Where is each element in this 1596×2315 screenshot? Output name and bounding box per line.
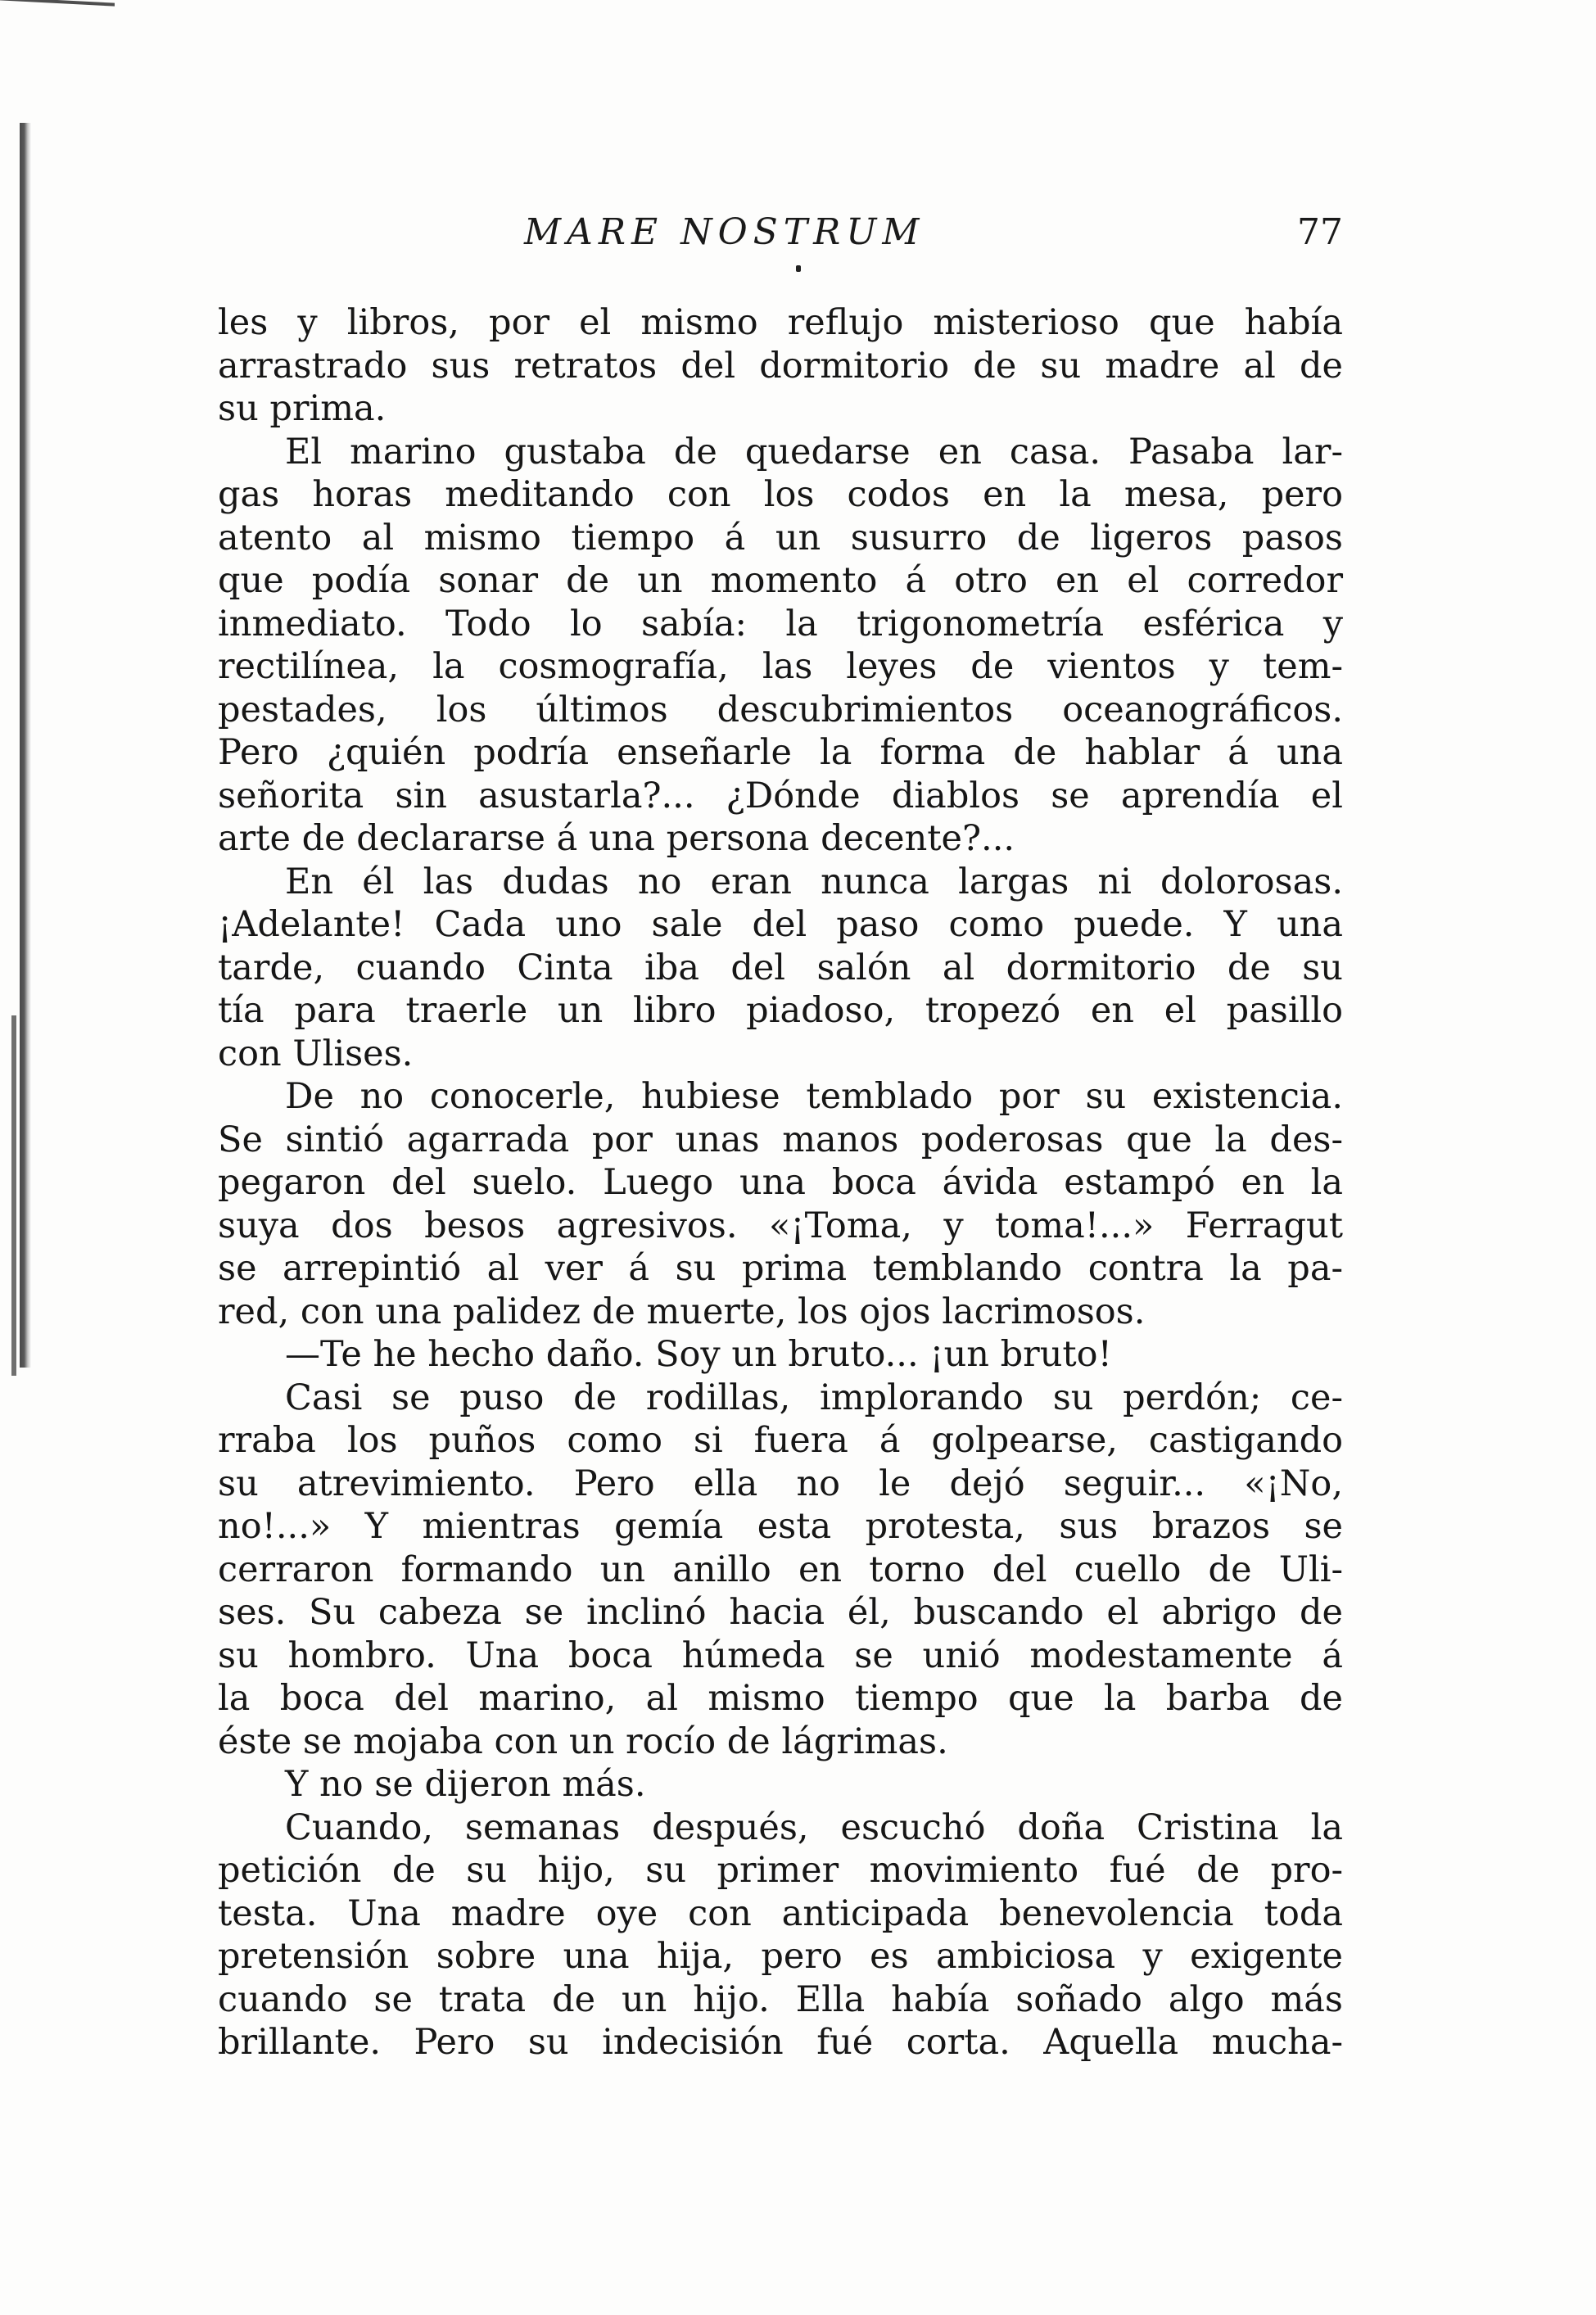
text-line: —Te he hecho daño. Soy un bruto... ¡un bruto! [285,1334,1112,1375]
text-line: pestades, los últimos descubrimientos oceanográficos. [218,689,1343,730]
paragraph [218,301,1343,431]
text-line: no!...» Y mientras gemía esta protesta, sus brazos se [218,1506,1343,1547]
text-line: brillante. Pero su indecisión fué corta. Aquella mucha- [218,2022,1343,2063]
text-line: red, con una palidez de muerte, los ojos lacrimosos. [218,1291,1146,1332]
text-line: se arrepintió al ver á su prima temblando contra la pa- [218,1248,1343,1289]
text-line: arrastrado sus retratos del dormitorio de su madre al de [218,345,1343,387]
text-line: suya dos besos agresivos. «¡Toma, y toma!...» Ferragut [218,1205,1343,1246]
ink-speck [796,265,801,272]
text-line: En él las dudas no eran nunca largas ni dolorosas. [285,861,1343,902]
text-line: petición de su hijo, su primer movimiento fué de pro- [218,1850,1343,1891]
text-line: con Ulises. [218,1033,414,1074]
text-line: rectilínea, la cosmografía, las leyes de vientos y tem- [218,646,1343,687]
page-header [213,211,1343,260]
text-line: ses. Su cabeza se inclinó hacia él, buscando el abrigo de [218,1592,1343,1633]
text-line: su prima. [218,388,387,429]
text-line: su hombro. Una boca húmeda se unió modestamente á [218,1635,1343,1676]
text-line: su atrevimiento. Pero ella no le dejó seguir... «¡No, [218,1463,1343,1504]
text-line: El marino gustaba de quedarse en casa. Pasaba lar- [285,431,1343,472]
text-line: la boca del marino, al mismo tiempo que la barba de [218,1678,1343,1719]
paragraph [218,861,1343,1076]
paragraph [218,1763,1343,1806]
text-line: ¡Adelante! Cada uno sale del paso como puede. Y una [218,904,1343,945]
text-line: pegaron del suelo. Luego una boca ávida estampó en la [218,1162,1343,1203]
paragraph [218,1333,1343,1377]
text-line: inmediato. Todo lo sabía: la trigonometría esférica y [218,603,1343,644]
text-line: tía para traerle un libro piadoso, tropezó en el pasillo [218,990,1343,1031]
paragraph [218,1377,1343,1764]
binding-edge-line [11,1015,16,1376]
scan-corner-mark [0,0,115,21]
text-line: De no conocerle, hubiese temblado por su existencia. [285,1076,1343,1117]
text-line: gas horas meditando con los codos en la mesa, pero [218,474,1343,515]
paragraph [218,1806,1343,2064]
text-line: que podía sonar de un momento á otro en el corredor [218,560,1343,601]
text-line: cerraron formando un anillo en torno del cuello de Uli- [218,1549,1343,1590]
text-line: Cuando, semanas después, escuchó doña Cristina la [285,1806,1343,1848]
text-line: Se sintió agarrada por unas manos poderosas que la des- [218,1119,1343,1160]
text-line: éste se mojaba con un rocío de lágrimas. [218,1720,948,1762]
page-number: 77 [1297,211,1343,253]
text-line: Casi se puso de rodillas, implorando su perdón; ce- [285,1377,1343,1418]
text-line: señorita sin asustarla?... ¿Dónde diablos se aprendía el [218,775,1343,816]
binding-edge-shadow [20,123,31,1368]
text-line: pretensión sobre una hija, pero es ambiciosa y exigente [218,1936,1343,1977]
text-line: Y no se dijeron más. [285,1764,646,1805]
text-line: rraba los puños como si fuera á golpearse, castigando [218,1420,1343,1461]
text-line: tarde, cuando Cinta iba del salón al dormitorio de su [218,947,1343,988]
text-line: cuando se trata de un hijo. Ella había soñado algo más [218,1978,1343,2020]
paragraph [218,1075,1343,1333]
text-line: arte de declararse á una persona decente?... [218,818,1015,859]
text-line: testa. Una madre oye con anticipada benevolencia toda [218,1892,1343,1934]
text-line: les y libros, por el mismo reflujo misterioso que había [218,302,1343,343]
paragraph [218,431,1343,861]
text-line: atento al mismo tiempo á un susurro de ligeros pasos [218,517,1343,558]
body-text [218,301,1343,2064]
text-line: Pero ¿quién podría enseñarle la forma de hablar á una [218,732,1343,773]
running-title: MARE NOSTRUM [524,211,925,253]
